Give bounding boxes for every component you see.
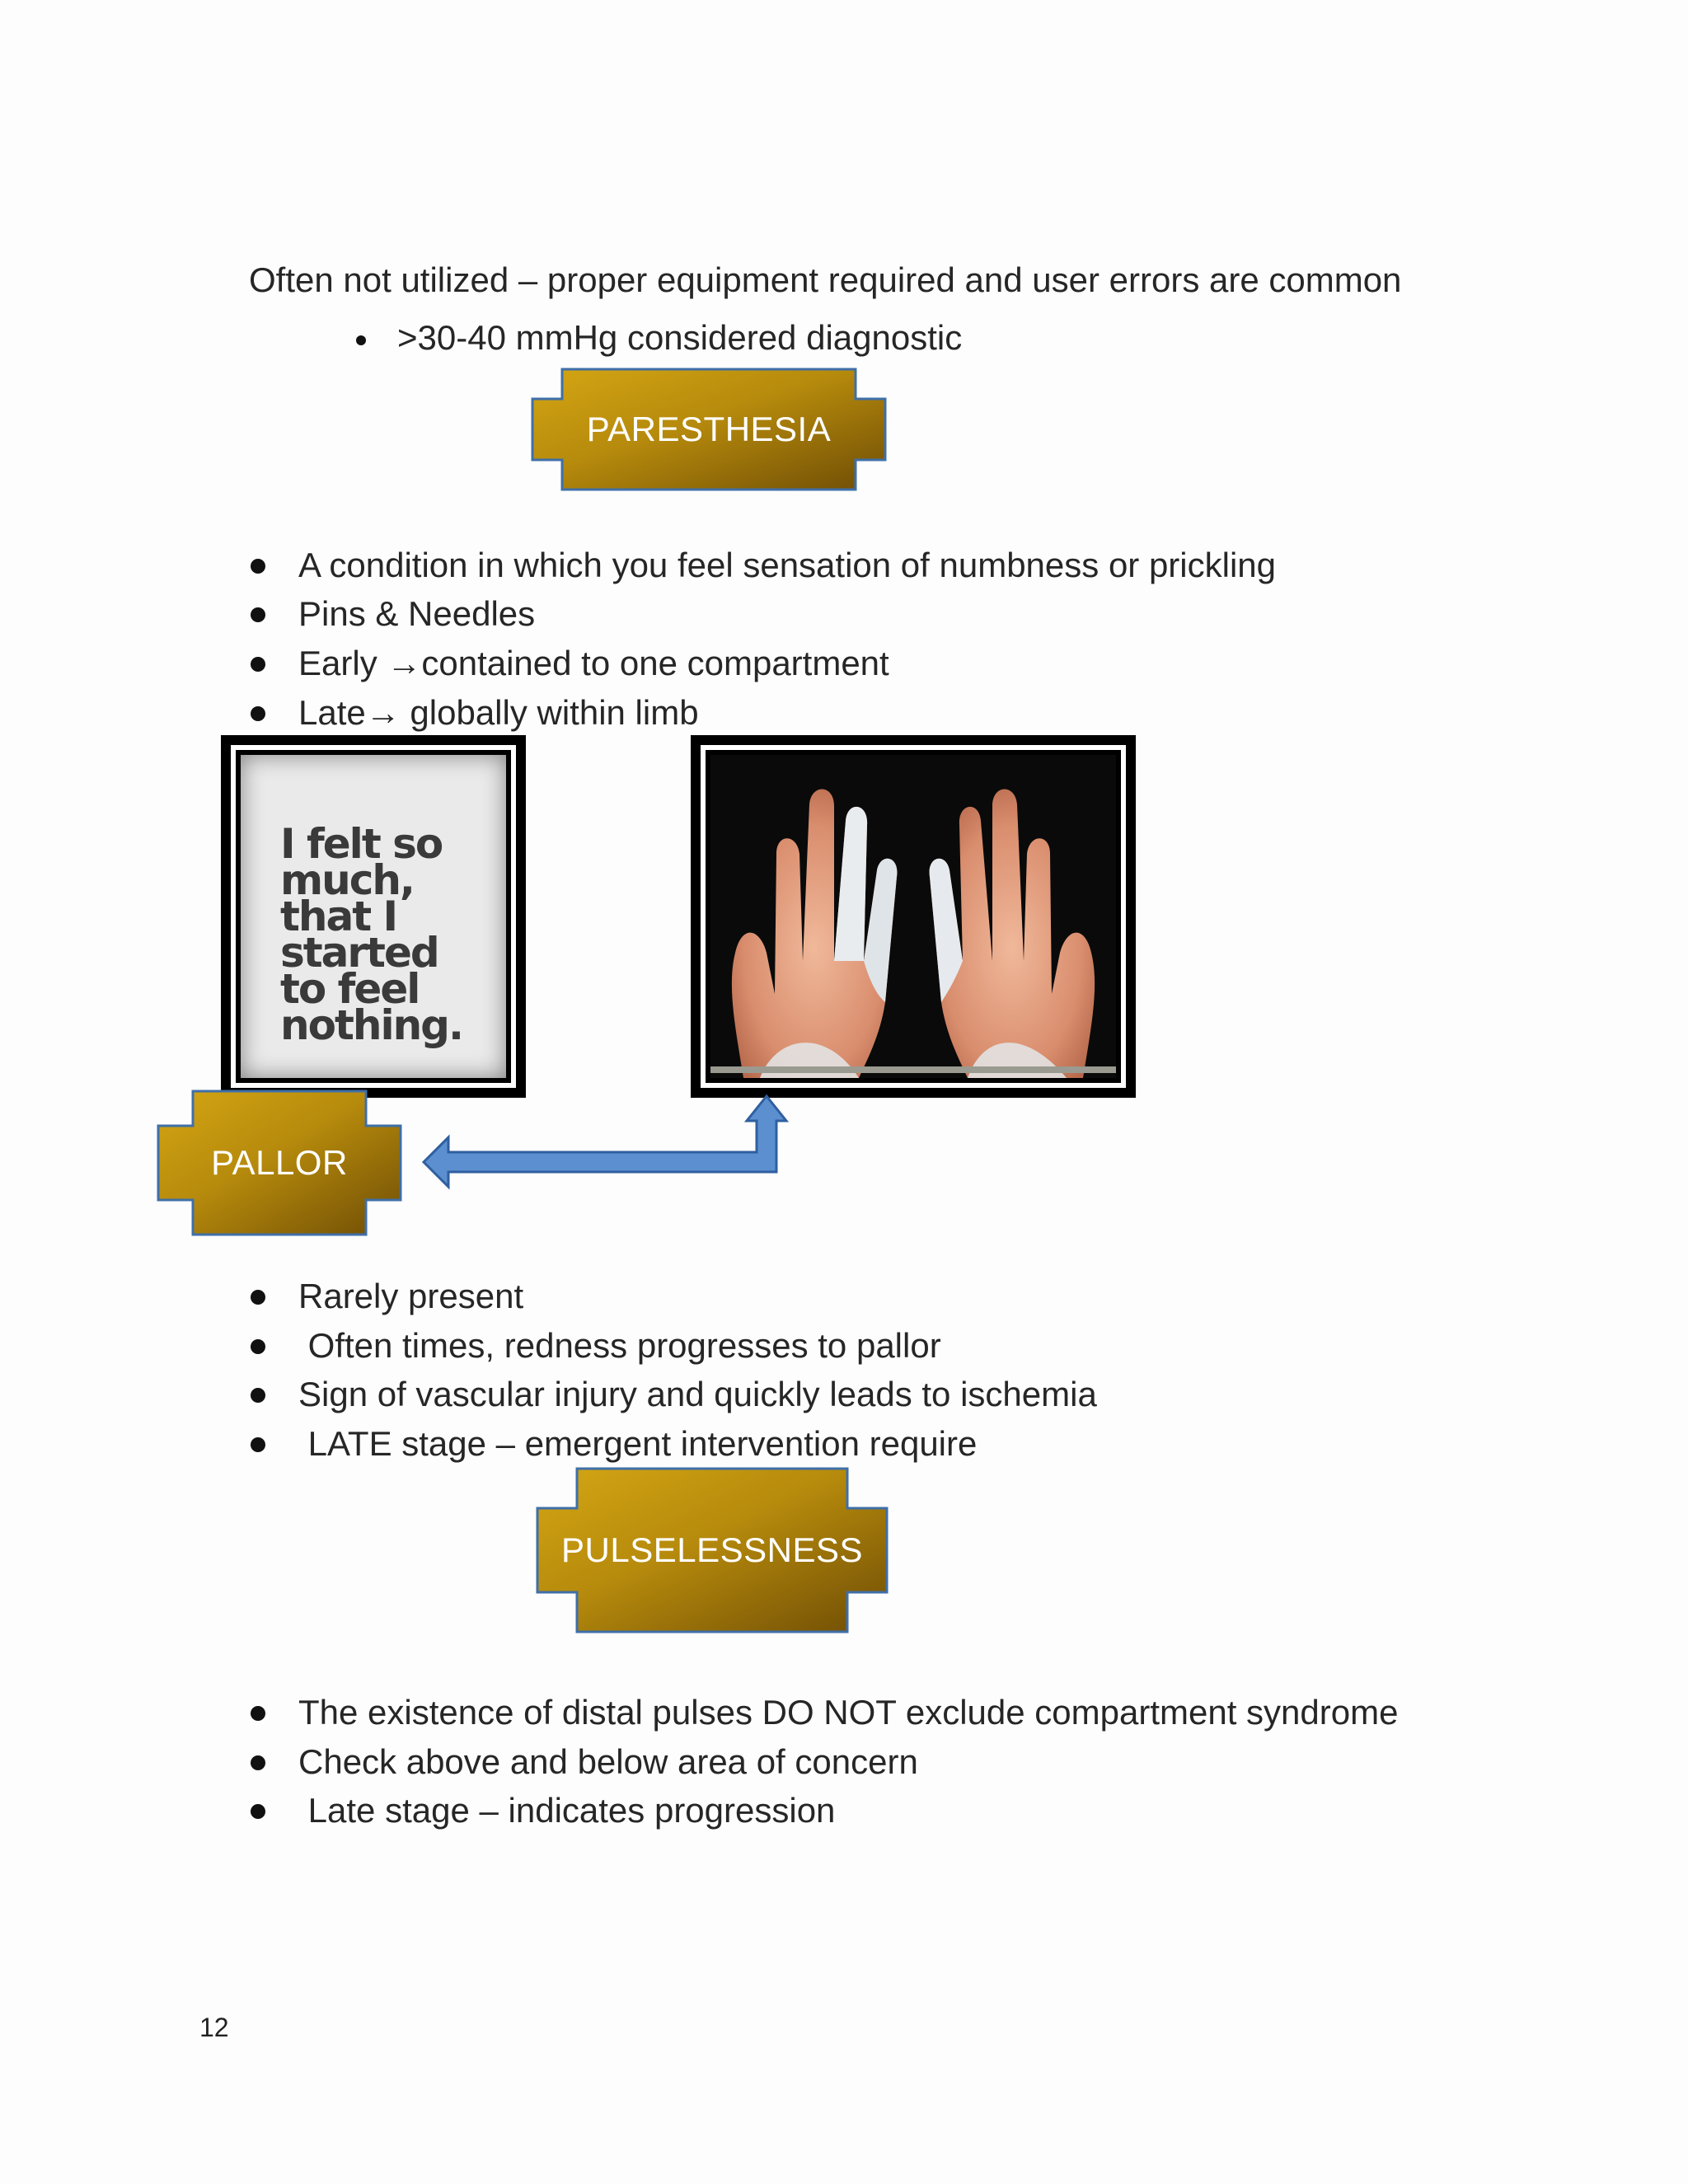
bullet-marker (251, 1755, 265, 1770)
pulselessness-bullet: Late stage – indicates progression (298, 1791, 836, 1830)
bullet-marker (251, 1388, 265, 1403)
paresthesia-heading: PARESTHESIA (586, 410, 832, 448)
poster-image (221, 735, 526, 1098)
paresthesia-bullet: Pins & Needles (298, 594, 536, 633)
pallor-bullet: Often times, redness progresses to pallor (298, 1326, 941, 1365)
pallor-bullet: Rarely present (298, 1277, 524, 1315)
bullet-marker (251, 657, 265, 672)
paresthesia-bullet: Early →contained to one compartment (298, 644, 889, 682)
poster-line: to feel (280, 965, 420, 1013)
bullet-marker (251, 1804, 265, 1819)
intro-text: Often not utilized – proper equipment required and user errors are common (249, 260, 1402, 299)
pallor-bullet: LATE stage – emergent intervention require (298, 1424, 978, 1463)
pulselessness-banner (536, 1467, 889, 1633)
paresthesia-bullet: Late→ globally within limb (298, 693, 699, 732)
paresthesia-bullet: A condition in which you feel sensation of numbness or prickling (298, 546, 1277, 584)
pallor-bullet: Sign of vascular injury and quickly leads to ischemia (298, 1375, 1097, 1413)
bullet-marker (251, 706, 265, 721)
poster-line: started (280, 929, 438, 977)
bullet-marker (251, 1290, 265, 1305)
pale-fingers-photo (691, 735, 1136, 1098)
poster-line: I felt so (280, 820, 443, 868)
bullet-marker (251, 607, 265, 622)
pulselessness-heading: PULSELESSNESS (560, 1530, 863, 1569)
poster-line: that I (280, 893, 397, 940)
intro-sub-bullet: >30-40 mmHg considered diagnostic (397, 318, 963, 357)
bullet-marker (356, 335, 366, 345)
connector-arrow (420, 1093, 799, 1195)
pulselessness-bullet: The existence of distal pulses DO NOT exclude compartment syndrome (298, 1693, 1399, 1732)
paresthesia-banner (531, 368, 887, 491)
bullet-marker (251, 1339, 265, 1354)
pulselessness-bullet: Check above and below area of concern (298, 1742, 918, 1781)
bullet-marker (251, 559, 265, 574)
poster-line: much, (280, 856, 414, 904)
bullet-marker (251, 1706, 265, 1721)
pallor-banner (157, 1090, 402, 1236)
poster-line: nothing. (280, 1001, 462, 1049)
bullet-marker (251, 1437, 265, 1452)
pallor-heading: PALLOR (211, 1143, 348, 1182)
page-number: 12 (199, 2013, 229, 2042)
